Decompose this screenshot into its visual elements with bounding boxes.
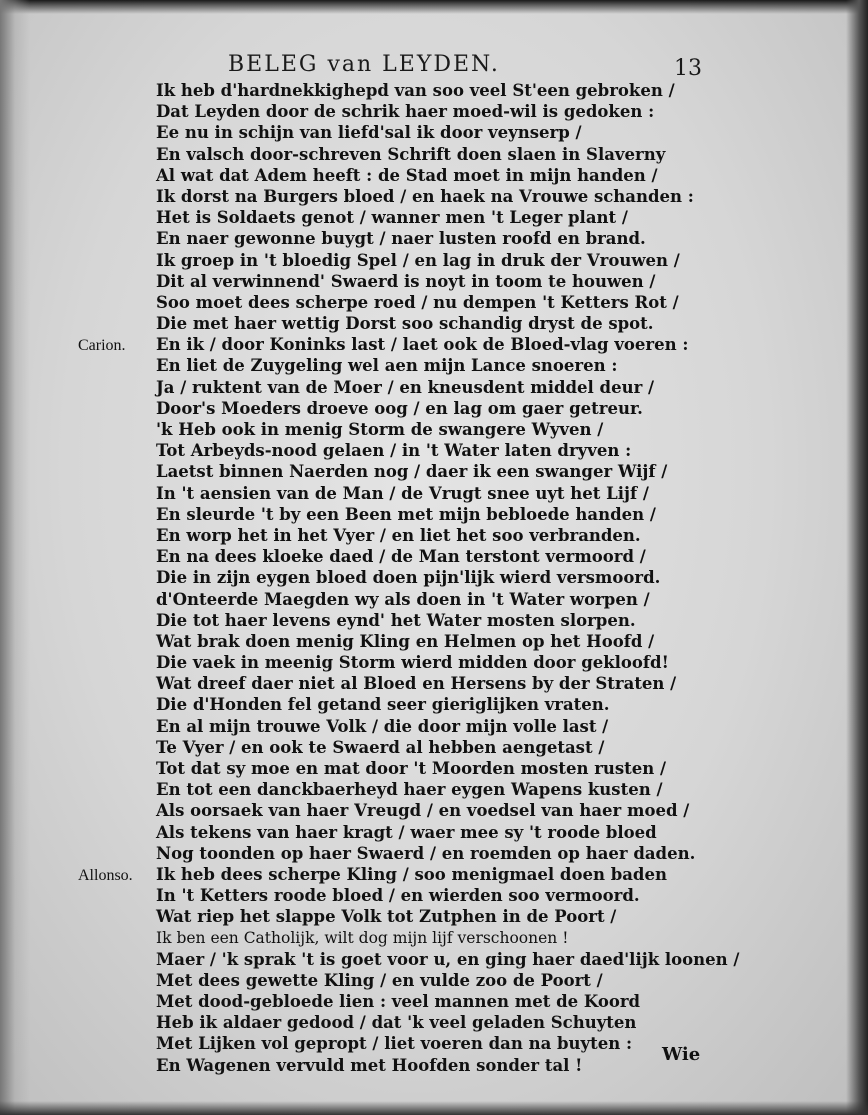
verse-line-text: En Wagenen vervuld met Hoofden sonder tal !: [156, 1055, 583, 1075]
verse-line-text: Die vaek in meenig Storm wierd midden door gekloofd!: [156, 653, 669, 673]
verse-line: [78, 652, 718, 673]
verse-line: [78, 949, 740, 970]
verse-line-text: Tot dat sy moe en mat door 't Moorden mosten rusten /: [156, 759, 667, 778]
verse-line: [78, 461, 718, 482]
verse-line: [78, 546, 718, 567]
verse-line: [78, 567, 718, 588]
verse-line: [78, 673, 718, 694]
verse-line-text: Wat riep het slappe Volk tot Zutphen in de Poort /: [156, 907, 617, 927]
verse-line-text: Dat Leyden door de schrik haer moed-wil is gedoken :: [156, 102, 655, 122]
verse-line-text: Wat dreef daer niet al Bloed en Hersens by der Straten /: [156, 674, 677, 694]
verse-line: [78, 292, 718, 313]
verse-line: [78, 885, 718, 906]
verse-line: [78, 991, 718, 1012]
verse-line-text: En valsch door-schreven Schrift doen slaen in Slaverny: [156, 144, 666, 164]
verse-line-text: Met dood-gebloede lien : veel mannen met de Koord: [156, 992, 641, 1012]
verse-line: [78, 186, 718, 207]
top-shadow: [0, 0, 868, 14]
verse-line-text: Die in zijn eygen bloed doen pijn'lijk wierd versmoord.: [156, 568, 661, 588]
verse-line: [78, 504, 718, 525]
verse-line-text: Ja / ruktent van de Moer / en kneusdent middel deur /: [156, 377, 655, 397]
verse-line-text: Die d'Honden fel getand seer gieriglijken vraten.: [156, 695, 610, 715]
verse-line: [78, 758, 718, 779]
verse-text: [78, 80, 740, 1076]
verse-line: [78, 694, 718, 715]
verse-line: [78, 419, 718, 440]
verse-line-text: Als oorsaek van haer Vreugd / en voedsel van haer moed /: [156, 801, 690, 821]
verse-line: [78, 525, 718, 546]
verse-line-text: Dit al verwinnend' Swaerd is noyt in toom te houwen /: [156, 271, 656, 291]
verse-line: [78, 843, 718, 864]
verse-line-text: Ik groep in 't bloedig Spel / en lag in druk der Vrouwen /: [156, 250, 680, 270]
verse-line-text: En liet de Zuygeling wel aen mijn Lance snoeren :: [156, 356, 618, 376]
verse-line: [78, 122, 718, 143]
verse-line-text: Maer / 'k sprak 't is goet voor u, en ging haer daed'lijk loonen /: [156, 949, 740, 969]
verse-line-text: Met Lijken vol gepropt / liet voeren dan na buyten :: [156, 1034, 633, 1054]
verse-line-text: Ik heb d'hardnekkighepd van soo veel St'een gebroken /: [156, 81, 675, 100]
verse-line: [78, 228, 718, 249]
bottom-edge: [0, 1101, 868, 1115]
verse-line: [78, 440, 718, 461]
verse-line: [78, 355, 718, 376]
verse-line-text: Door's Moeders droeve oog / en lag om gaer getreur.: [156, 398, 643, 418]
speaker-label: Allonso.: [78, 866, 133, 884]
verse-line-text: Nog toonden op haer Swaerd / en roemden op haer daden.: [156, 843, 696, 863]
verse-line: [78, 377, 718, 398]
verse-line-text: Ee nu in schijn van liefd'sal ik door veynserp /: [156, 123, 582, 143]
verse-line-text: Die met haer wettig Dorst soo schandig dryst de spot.: [156, 314, 654, 334]
verse-line-text: In 't Ketters roode bloed / en wierden soo vermoord.: [156, 886, 640, 906]
verse-line: [78, 928, 718, 949]
verse-line-text: Ik dorst na Burgers bloed / en haek na Vrouwe schanden :: [156, 186, 694, 206]
verse-line: [78, 483, 718, 504]
verse-line-text: Die tot haer levens eynd' het Water mosten slorpen.: [156, 610, 636, 630]
page-edge: [846, 0, 868, 1115]
verse-line-text: Met dees gewette Kling / en vulde zoo de Poort /: [156, 970, 603, 990]
verse-line-text: Het is Soldaets genot / wanner men 't Leger plant /: [156, 208, 628, 228]
gutter-shadow: [0, 0, 30, 1115]
verse-line: [78, 631, 718, 652]
verse-line: [78, 906, 718, 927]
verse-line: [78, 716, 718, 737]
verse-line-text: Laetst binnen Naerden nog / daer ik een swanger Wijf /: [156, 462, 668, 482]
verse-line: [78, 610, 718, 631]
verse-line: [78, 334, 718, 355]
verse-line-text: En ik / door Koninks last / laet ook de Bloed-vlag voeren :: [156, 335, 689, 355]
verse-line-text: 'k Heb ook in menig Storm de swangere Wyven /: [156, 420, 604, 439]
verse-line: [78, 313, 718, 334]
verse-line: [78, 144, 718, 165]
verse-line-text: En sleurde 't by een Been met mijn bebloede handen /: [156, 504, 656, 524]
verse-line: [78, 1033, 718, 1054]
verse-line-text: En worp het in het Vyer / en liet het soo verbranden.: [156, 525, 641, 545]
verse-line-text: En tot een danckbaerheyd haer eygen Wapens kusten /: [156, 780, 663, 800]
verse-line: [78, 271, 718, 292]
verse-line-text: Tot Arbeyds-nood gelaen / in 't Water laten dryven :: [156, 441, 632, 461]
verse-line-text: Heb ik aldaer gedood / dat 'k veel geladen Schuyten: [156, 1013, 637, 1033]
verse-line: [78, 1055, 718, 1076]
verse-line: [78, 970, 718, 991]
verse-line: [78, 398, 718, 419]
verse-line: [78, 800, 718, 821]
running-header: BELEG van LEYDEN.: [228, 52, 500, 77]
catchword: Wie: [662, 1044, 701, 1065]
verse-line-text: Ik ben een Catholijk, wilt dog mijn lijf verschoonen !: [156, 928, 569, 947]
verse-line-text: Ik heb dees scherpe Kling / soo menigmael doen baden: [156, 864, 667, 884]
verse-line-text: En na dees kloeke daed / de Man terstont vermoord /: [156, 547, 646, 567]
verse-line-text: Al wat dat Adem heeft : de Stad moet in mijn handen /: [156, 165, 658, 185]
verse-line-text: Soo moet dees scherpe roed / nu dempen 't Ketters Rot /: [156, 292, 679, 312]
verse-line: [78, 737, 718, 758]
verse-line: [78, 779, 718, 800]
verse-line: [78, 165, 718, 186]
verse-line-text: Wat brak doen menig Kling en Helmen op het Hoofd /: [156, 631, 655, 651]
verse-line: [78, 250, 718, 271]
verse-line: [78, 80, 718, 101]
verse-line-text: d'Onteerde Maegden wy als doen in 't Water worpen /: [156, 589, 650, 609]
verse-line: [78, 1012, 718, 1033]
speaker-label: Carion.: [78, 337, 126, 355]
verse-line: [78, 822, 718, 843]
verse-line-text: Te Vyer / en ook te Swaerd al hebben aengetast /: [156, 737, 605, 757]
verse-line-text: Als tekens van haer kragt / waer mee sy 't roode bloed: [156, 822, 657, 842]
verse-line-text: En al mijn trouwe Volk / die door mijn volle last /: [156, 716, 609, 736]
verse-line: [78, 207, 718, 228]
verse-line-text: En naer gewonne buygt / naer lusten roofd en brand.: [156, 229, 646, 249]
verse-line: [78, 101, 718, 122]
verse-line: [78, 864, 718, 885]
page-number: 13: [674, 56, 702, 81]
verse-line-text: In 't aensien van de Man / de Vrugt snee uyt het Lijf /: [156, 483, 649, 503]
verse-line: [78, 589, 718, 610]
